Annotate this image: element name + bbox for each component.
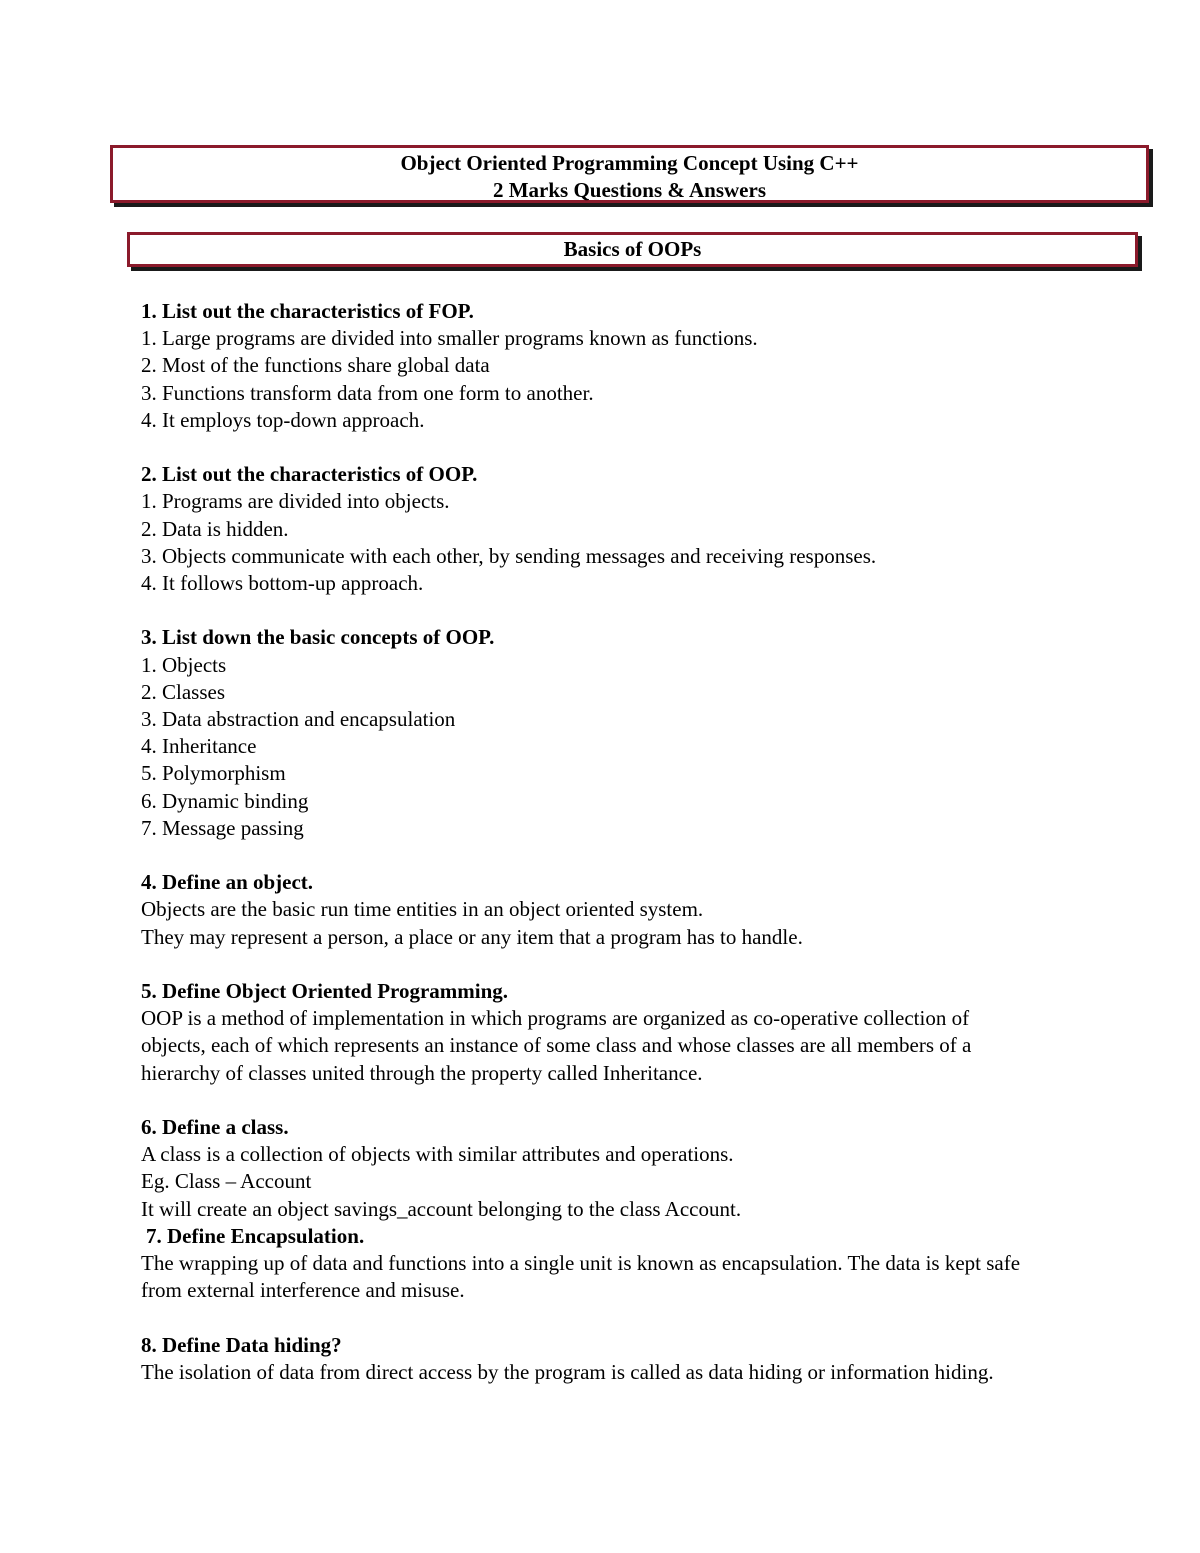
answer-line: 1. Objects [141, 652, 227, 677]
answer-line: 7. Message passing [141, 815, 304, 840]
question-heading: 7. Define Encapsulation. [146, 1223, 365, 1248]
question-8 [141, 1332, 1141, 1386]
question-2 [141, 461, 1141, 597]
answer-line: They may represent a person, a place or any item that a program has to handle. [141, 924, 803, 949]
question-4 [141, 869, 1141, 951]
document-title-box [110, 145, 1149, 203]
section-title: Basics of OOPs [563, 237, 702, 261]
question-6 [141, 1114, 1141, 1223]
answer-line: 6. Dynamic binding [141, 788, 309, 813]
question-heading: 4. Define an object. [141, 870, 314, 895]
answer-line: Objects are the basic run time entities in an object oriented system. [141, 897, 704, 922]
question-heading: 6. Define a class. [141, 1115, 289, 1140]
answer-line: It will create an object savings_account belonging to the class Account. [141, 1196, 742, 1221]
answer-line: objects, each of which represents an instance of some class and whose classes are all members of a [141, 1033, 972, 1058]
answer-line: The isolation of data from direct access by the program is called as data hiding or information hiding. [141, 1359, 994, 1384]
answer-line: 2. Data is hidden. [141, 516, 289, 541]
answer-line: 2. Most of the functions share global data [141, 353, 490, 378]
section-title-box [127, 232, 1138, 267]
answer-line: The wrapping up of data and functions into a single unit is known as encapsulation. The data is kept safe [141, 1251, 1021, 1276]
answer-line: 5. Polymorphism [141, 761, 286, 786]
answer-line: 3. Objects communicate with each other, by sending messages and receiving responses. [141, 543, 877, 568]
question-heading: 1. List out the characteristics of FOP. [141, 299, 474, 323]
question-7 [141, 1223, 1141, 1305]
answer-line: 4. It employs top-down approach. [141, 407, 425, 432]
answer-line: 3. Functions transform data from one form to another. [141, 380, 594, 405]
answer-line: A class is a collection of objects with similar attributes and operations. [141, 1142, 734, 1167]
answer-line: 1. Large programs are divided into smaller programs known as functions. [141, 326, 758, 351]
answer-line: 3. Data abstraction and encapsulation [141, 707, 456, 732]
answer-line: from external interference and misuse. [141, 1278, 465, 1303]
questions-list [141, 298, 1141, 1386]
question-heading: 5. Define Object Oriented Programming. [141, 979, 509, 1004]
answer-line: hierarchy of classes united through the property called Inheritance. [141, 1060, 703, 1085]
document-subtitle: 2 Marks Questions & Answers [492, 178, 766, 202]
question-5 [141, 978, 1141, 1087]
answer-line: 1. Programs are divided into objects. [141, 489, 450, 514]
question-3 [141, 624, 1141, 842]
answer-line: Eg. Class – Account [141, 1169, 312, 1194]
question-heading: 2. List out the characteristics of OOP. [141, 462, 478, 487]
answer-line: OOP is a method of implementation in which programs are organized as co-operative collection of [141, 1006, 970, 1031]
question-1 [141, 298, 1141, 434]
answer-line: 4. It follows bottom-up approach. [141, 571, 424, 596]
document-title: Object Oriented Programming Concept Using C++ [400, 151, 859, 175]
answer-line: 2. Classes [141, 679, 225, 704]
question-heading: 3. List down the basic concepts of OOP. [141, 625, 495, 650]
question-heading: 8. Define Data hiding? [141, 1332, 342, 1357]
answer-line: 4. Inheritance [141, 734, 257, 759]
